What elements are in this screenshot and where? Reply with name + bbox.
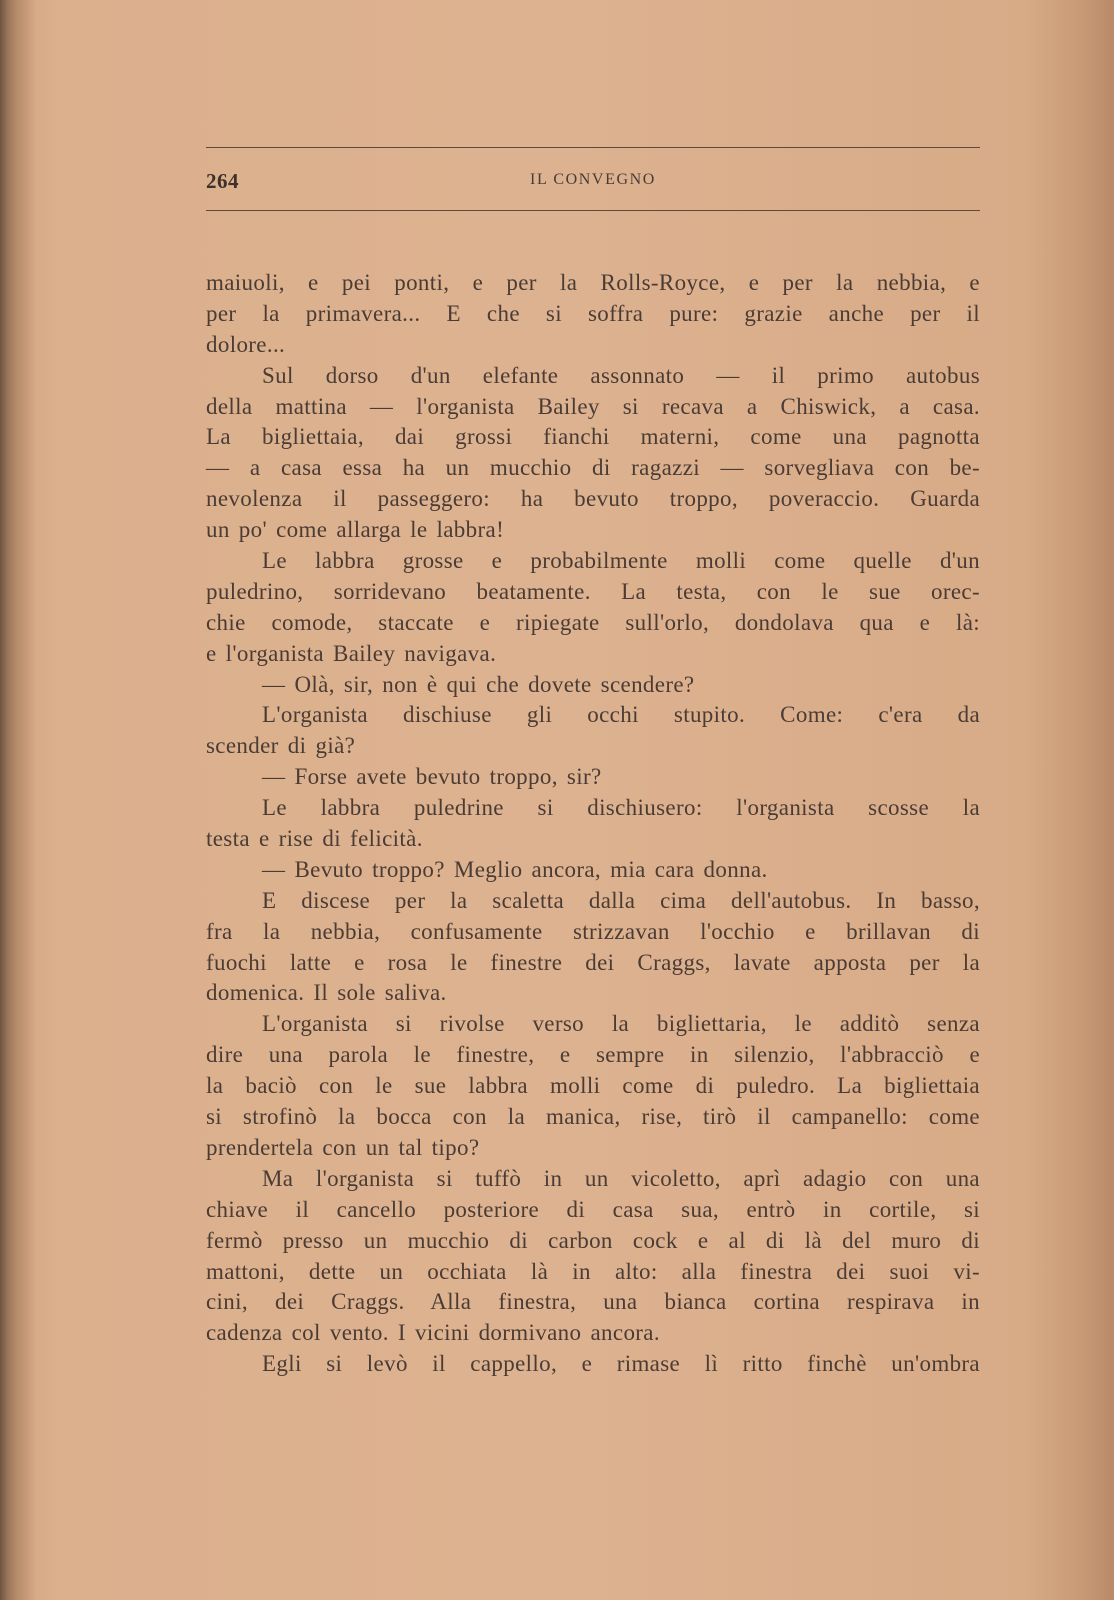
header-rule-top	[206, 147, 980, 148]
journal-title: IL CONVEGNO	[530, 171, 656, 188]
text-line: la baciò con le sue labbra molli come di puledro. La bigliettaia	[206, 1073, 980, 1099]
text-line: cadenza col vento. I vicini dormivano ancora.	[206, 1320, 660, 1346]
text-line: — Forse avete bevuto troppo, sir?	[262, 764, 602, 790]
text-line: prendertela con un tal tipo?	[206, 1134, 480, 1160]
text-line: e l'organista Bailey navigava.	[206, 640, 497, 666]
text-line: si strofinò la bocca con la manica, rise, tirò il campanello: come	[206, 1104, 980, 1130]
body-text	[206, 268, 980, 1380]
text-line: nevolenza il passeggero: ha bevuto troppo, poveraccio. Guarda	[206, 486, 980, 512]
text-line: L'organista si rivolse verso la bigliettaria, le additò senza	[262, 1011, 980, 1037]
text-line: dolore...	[206, 331, 286, 357]
text-line: fermò presso un mucchio di carbon cock e al di là del muro di	[206, 1227, 980, 1253]
text-line: La bigliettaia, dai grossi fianchi materni, come una pagnotta	[206, 424, 980, 450]
text-line: fra la nebbia, confusamente strizzavan l'occhio e brillavan di	[206, 918, 980, 944]
book-binding-edge	[0, 0, 36, 1600]
header-rule-bottom	[206, 210, 980, 211]
text-line: fuochi latte e rosa le finestre dei Craggs, lavate apposta per la	[206, 949, 980, 975]
text-line: cini, dei Craggs. Alla finestra, una bianca cortina respirava in	[206, 1289, 980, 1315]
page-number: 264	[206, 169, 239, 193]
text-line: scender di già?	[206, 733, 356, 759]
text-line: per la primavera... E che si soffra pure: grazie anche per il	[206, 300, 980, 326]
text-line: Le labbra puledrine si dischiusero: l'organista scosse la	[262, 795, 980, 821]
text-line: puledrino, sorridevano beatamente. La testa, con le sue orec-	[206, 578, 980, 604]
text-line: L'organista dischiuse gli occhi stupito. Come: c'era da	[262, 702, 980, 728]
text-line: — Olà, sir, non è qui che dovete scendere?	[262, 671, 695, 697]
text-line: Egli si levò il cappello, e rimase lì ritto finchè un'ombra	[262, 1351, 980, 1377]
text-line: maiuoli, e pei ponti, e per la Rolls-Royce, e per la nebbia, e	[206, 270, 980, 295]
text-line: Sul dorso d'un elefante assonnato — il primo autobus	[262, 362, 980, 388]
text-line: un po' come allarga le labbra!	[206, 517, 505, 543]
text-line: — Bevuto troppo? Meglio ancora, mia cara donna.	[262, 856, 768, 882]
text-line: della mattina — l'organista Bailey si recava a Chiswick, a casa.	[206, 393, 980, 419]
text-line: E discese per la scaletta dalla cima dell'autobus. In basso,	[262, 887, 980, 913]
text-line: chiave il cancello posteriore di casa sua, entrò in cortile, si	[206, 1196, 980, 1222]
text-line: dire una parola le finestre, e sempre in silenzio, l'abbracciò e	[206, 1042, 980, 1068]
text-line: mattoni, dette un occhiata là in alto: alla finestra dei suoi vi-	[206, 1258, 980, 1284]
text-line: Le labbra grosse e probabilmente molli come quelle d'un	[262, 548, 980, 574]
book-page	[206, 0, 980, 1600]
text-line: Ma l'organista si tuffò in un vicoletto, aprì adagio con una	[262, 1165, 980, 1191]
text-line: chie comode, staccate e ripiegate sull'orlo, dondolava qua e là:	[206, 609, 980, 635]
text-line: domenica. Il sole saliva.	[206, 980, 447, 1006]
text-line: testa e rise di felicità.	[206, 826, 423, 852]
text-line: — a casa essa ha un mucchio di ragazzi — sorvegliava con be-	[206, 455, 980, 481]
running-head	[206, 167, 980, 197]
